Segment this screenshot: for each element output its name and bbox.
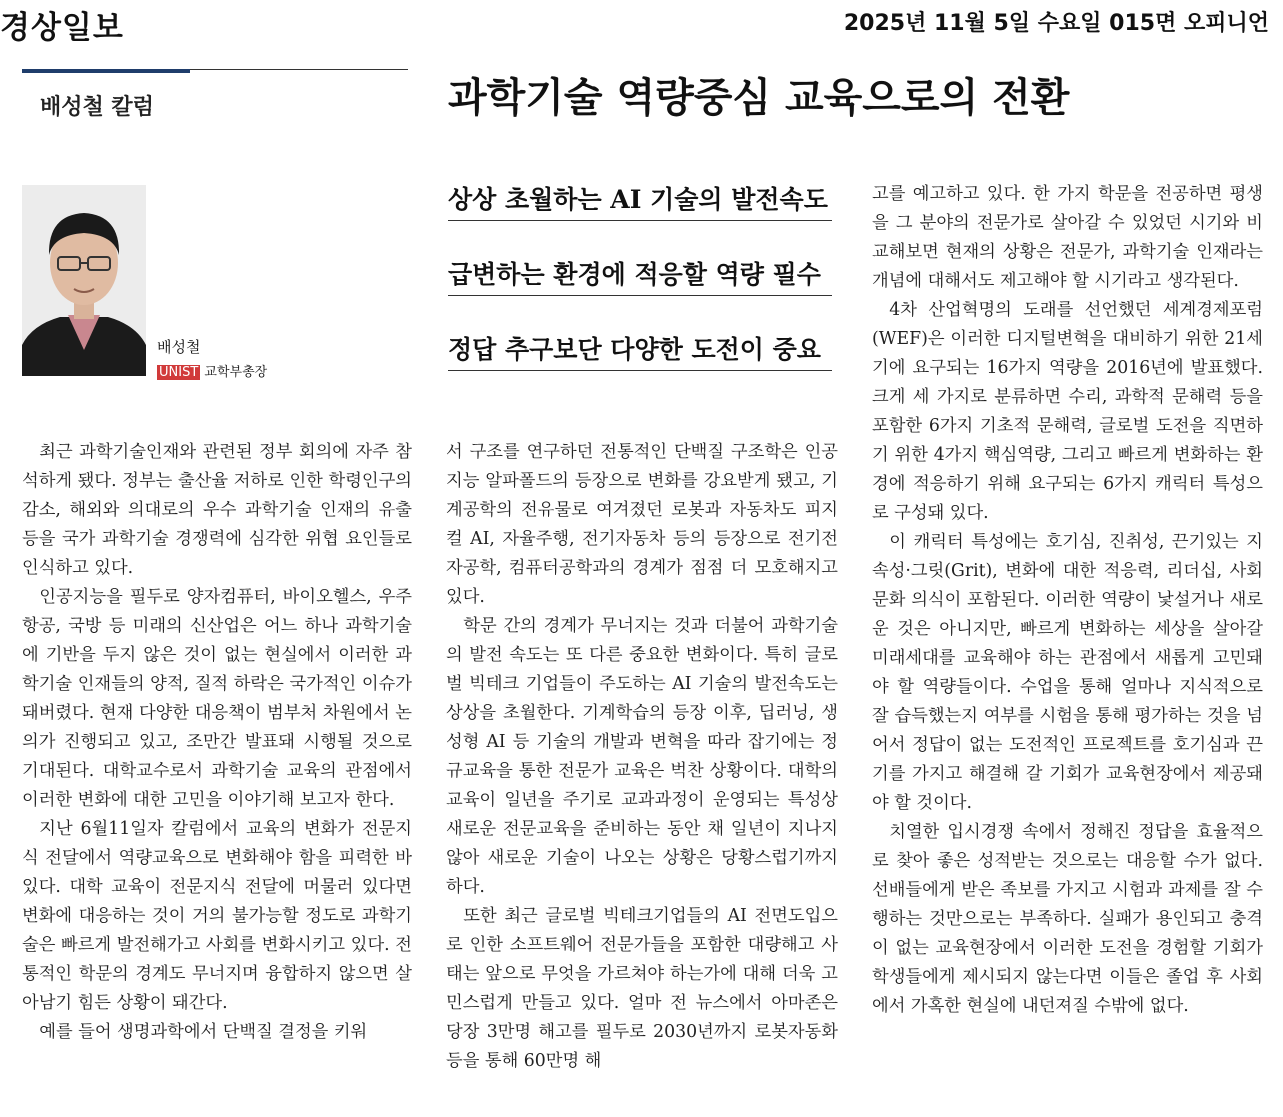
author-photo <box>22 185 146 376</box>
body-paragraph: 이 캐릭터 특성에는 호기심, 진취성, 끈기있는 지속성·그릿(Grit), 변화에 대한 적응력, 리더십, 사회 문화 의식이 포함된다. 이러한 역량이 낯설거나 새로운 것은 아니지만, 빠르게 변화하는 세상을 살아갈 미래세대를 교육해야 하는 관점에서 새롭게 고민돼야 할 역량들이다. 수업을 통해 얼마나 지식적으로 잘 습득했는지 여부를 시험을 통해 평가하는 것을 넘어서 정답이 없는 도전적인 프로젝트를 호기심과 끈기를 가지고 해결해 갈 기회가 교육현장에서 제공돼야 할 것이다. <box>872 532 1263 813</box>
body-paragraph: 4차 산업혁명의 도래를 선언했던 세계경제포럼(WEF)은 이러한 디지털변혁을 대비하기 위한 21세기에 요구되는 16가지 역량을 2016년에 발표했다. 크게 세 가지로 분류하면 수리, 과학적 문해력 등을 포함한 6가지 기초적 문해력, 글로벌 도전을 직면하기 위한 4가지 핵심역량, 그리고 빠르게 변화하는 환경에 적응하기 위해 요구되는 6가지 캐릭터 특성으로 구성돼 있다. <box>872 300 1263 523</box>
subheadline: 상상 초월하는 AI 기술의 발전속도 <box>448 180 832 221</box>
author-name: 배성철 <box>157 338 201 356</box>
article-column-3 <box>872 180 1263 1110</box>
body-paragraph: 치열한 입시경쟁 속에서 정해진 정답을 효율적으로 찾아 좋은 성적받는 것으로는 대응할 수가 없다. 선배들에게 받은 족보를 가지고 시험과 과제를 잘 수행하는 것만으로는 부족하다. 실패가 용인되고 충격이 없는 교육현장에서 이러한 도전을 경험할 기회가 학생들에게 제시되지 않는다면 이들은 졸업 후 사회에서 가혹한 현실에 내던져질 수밖에 없다. <box>872 822 1263 1016</box>
author-affiliation <box>157 361 267 380</box>
article-column-1 <box>22 438 412 1110</box>
body-paragraph: 지난 6월11일자 칼럼에서 교육의 변화가 전문지식 전달에서 역량교육으로 변화해야 함을 피력한 바 있다. 대학 교육이 전문지식 전달에 머물러 있다면 변화에 대응하는 것이 거의 불가능할 정도로 과학기술은 빠르게 발전해가고 사회를 변화시키고 있다. 전통적인 학문의 경계도 무너지며 융합하지 않으면 살아남기 힘든 상황이 돼간다. <box>22 819 412 1013</box>
body-paragraph: 또한 최근 글로벌 빅테크기업들의 AI 전면도입으로 인한 소프트웨어 전문가들을 포함한 대량해고 사태는 앞으로 무엇을 가르쳐야 하는가에 대해 더욱 고민스럽게 만들고 있다. 얼마 전 뉴스에서 아마존은 당장 3만명 해고를 필두로 2030년까지 로봇자동화 등을 통해 60만명 해 <box>446 906 838 1071</box>
subheadline-list <box>448 180 832 405</box>
subheadline: 급변하는 환경에 적응할 역량 필수 <box>448 255 832 296</box>
column-header-accent-rule <box>22 69 190 73</box>
body-paragraph: 최근 과학기술인재와 관련된 정부 회의에 자주 참석하게 됐다. 정부는 출산율 저하로 인한 학령인구의 감소, 해외와 의대로의 우수 과학기술 인재의 유출 등을 국가 과학기술 경쟁력에 심각한 위협 요인들로 인식하고 있다. <box>22 442 412 578</box>
article-column-2 <box>446 438 838 1110</box>
body-paragraph: 예를 들어 생명과학에서 단백질 결정을 키워 <box>39 1022 368 1042</box>
author-portrait-illustration <box>22 185 146 376</box>
author-org-tag: UNIST <box>159 365 199 380</box>
article-headline: 과학기술 역량중심 교육으로의 전환 <box>448 74 1070 121</box>
newspaper-masthead: 경상일보 <box>0 10 124 46</box>
body-paragraph: 학문 간의 경계가 무너지는 것과 더불어 과학기술의 발전 속도는 또 다른 중요한 변화이다. 특히 글로벌 빅테크 기업들이 주도하는 AI 기술의 발전속도는 상상을 초월한다. 기계학습의 등장 이후, 딥러닝, 생성형 AI 등 기술의 개발과 변혁을 따라 잡기에는 정규교육을 통한 전문가 교육은 벅찬 상황이다. 대학의 교육이 일년을 주기로 교과과정이 운영되는 특성상 새로운 전문교육을 준비하는 동안 채 일년이 지나지 않아 새로운 기술이 나오는 상황은 당황스럽기까지 하다. <box>446 616 838 897</box>
issue-dateline: 2025년 11월 5일 수요일 015면 오피니언 <box>843 11 1269 36</box>
body-paragraph-continued: 고를 예고하고 있다. 한 가지 학문을 전공하면 평생을 그 분야의 전문가로 살아갈 수 있었던 시기와 비교해보면 현재의 상황은 전문가, 과학기술 인재라는 개념에 대해서도 제고해야 할 시기라고 생각된다. <box>872 184 1263 291</box>
body-paragraph: 인공지능을 필두로 양자컴퓨터, 바이오헬스, 우주항공, 국방 등 미래의 신산업은 어느 하나 과학기술에 기반을 두지 않은 것이 없는 현실에서 이러한 과학기술 인재들의 양적, 질적 하락은 국가적인 이슈가 돼버렸다. 현재 다양한 대응책이 범부처 차원에서 논의가 진행되고 있고, 조만간 발표돼 시행될 것으로 기대된다. 대학교수로서 과학기술 교육의 관점에서 이러한 변화에 대한 고민을 이야기해 보고자 한다. <box>22 587 412 810</box>
column-name: 배성철 칼럼 <box>40 95 154 120</box>
body-paragraph-continued: 서 구조를 연구하던 전통적인 단백질 구조학은 인공지능 알파폴드의 등장으로 변화를 강요받게 됐고, 기계공학의 전유물로 여겨졌던 로봇과 자동차도 피지컬 AI, 자율주행, 전기자동차 등의 등장으로 전기전자공학, 컴퓨터공학과의 경계가 점점 더 모호해지고 있다. <box>446 442 838 607</box>
subheadline: 정답 추구보단 다양한 도전이 중요 <box>448 330 832 371</box>
author-title: 교학부총장 <box>204 365 268 380</box>
